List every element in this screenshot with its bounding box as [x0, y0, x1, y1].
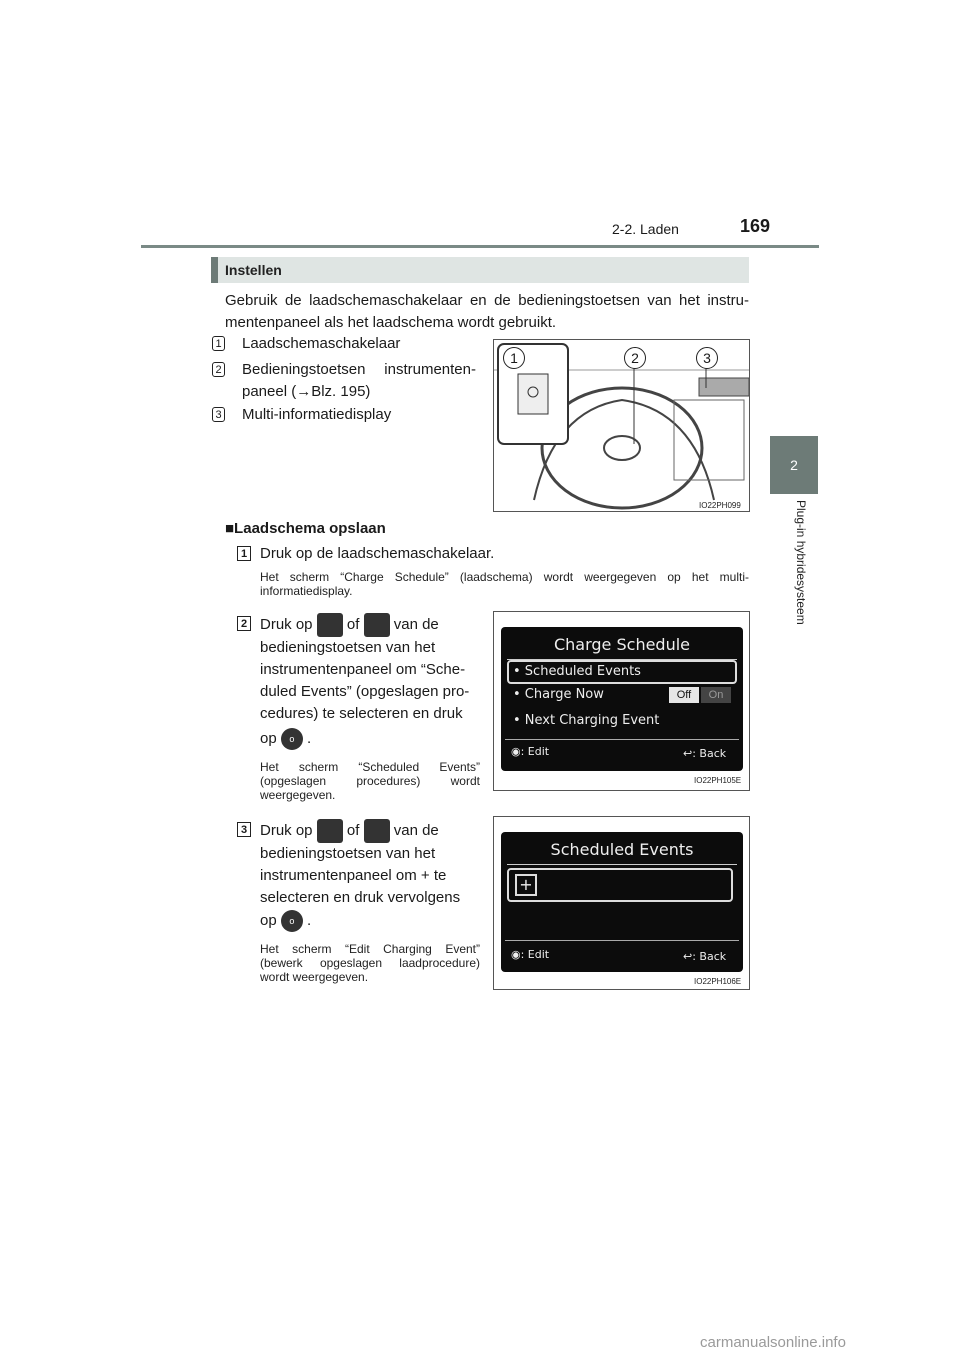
- up-key-icon: [317, 819, 343, 843]
- part-number: 2: [212, 362, 225, 377]
- watermark: carmanualsonline.info: [700, 1334, 846, 1351]
- screen-divider: [505, 739, 739, 740]
- chapter-title: Plug-in hybridesysteem: [794, 500, 808, 625]
- back-label: : Back: [692, 747, 727, 760]
- figure-code: IO22PH105E: [694, 776, 742, 785]
- up-key-icon: [317, 613, 343, 637]
- part-number: 3: [212, 407, 225, 422]
- figure-code: IO22PH099: [699, 501, 741, 510]
- scheduled-events-screen: [501, 832, 743, 972]
- screen-divider: [507, 864, 737, 865]
- section-title: Instellen: [225, 262, 282, 278]
- menu-item-charge-now[interactable]: • Charge Now: [513, 687, 604, 702]
- section-bar: [211, 257, 749, 283]
- screen-title: Scheduled Events: [550, 840, 694, 859]
- step-text-block: op o .: [260, 910, 311, 932]
- toggle-on[interactable]: On: [701, 687, 731, 703]
- part-label: Multi-informatiedisplay: [242, 406, 392, 423]
- back-label: : Back: [692, 950, 727, 963]
- intro-paragraph: Gebruik de laadschemaschakelaar en de bedieningstoetsen van het instru-mentenpaneel als het laadschema wordt gebruikt.: [225, 292, 749, 331]
- back-hint: ↩: Back: [683, 950, 727, 963]
- menu-item-next-charging-event[interactable]: • Next Charging Event: [513, 713, 660, 728]
- callout-2: 2: [624, 347, 646, 369]
- step-text: op: [260, 730, 277, 747]
- edit-hint: ◉: Edit: [511, 745, 550, 758]
- step-text: van de bedieningstoetsen van het instrumentenpaneel om + te selecteren en druk vervolgens: [260, 821, 461, 906]
- screen-divider: [505, 940, 739, 941]
- edit-label: : Edit: [520, 948, 550, 961]
- callout-1: 1: [503, 347, 525, 369]
- toggle-off[interactable]: Off: [669, 687, 699, 703]
- step-number: 1: [237, 546, 251, 561]
- step-text-block: op o .: [260, 728, 311, 750]
- down-key-icon: [364, 613, 390, 637]
- step-note: Het scherm “Charge Schedule” (laadschema) wordt weergegeven op het multi-informatiedisplay.: [260, 570, 749, 598]
- add-event-row[interactable]: [507, 868, 733, 902]
- part-number: 1: [212, 336, 225, 351]
- step-text: Druk op: [260, 821, 313, 839]
- ok-button-icon: o: [281, 910, 303, 932]
- subsection-title: ■Laadschema opslaan: [225, 520, 386, 537]
- edit-hint: ◉: Edit: [511, 948, 550, 961]
- step-text: Druk op de laadschemaschakelaar.: [260, 545, 495, 562]
- chapter-number: 2: [790, 457, 798, 473]
- ok-button-icon: o: [281, 728, 303, 750]
- figure-code: IO22PH106E: [694, 977, 742, 986]
- step-text: van de bedieningstoetsen van het instrumentenpaneel om “Sche-duled Events” (opgeslagen pro-cedures) te selecteren en druk: [260, 615, 470, 722]
- step-number: 3: [237, 822, 251, 837]
- down-key-icon: [364, 819, 390, 843]
- edit-label: : Edit: [520, 745, 550, 758]
- step-text: of: [346, 821, 360, 839]
- chapter-tab: [770, 436, 818, 494]
- step-text-block: [260, 819, 480, 909]
- step-note: Het scherm “Scheduled Events” (opgeslagen procedures) wordt weergegeven.: [260, 760, 480, 802]
- add-icon[interactable]: +: [515, 874, 537, 896]
- step-text: op: [260, 912, 277, 929]
- scheduled-events-figure: [493, 816, 750, 990]
- part-label: Laadschemaschakelaar: [242, 335, 401, 352]
- header-section: 2-2. Laden: [612, 221, 679, 237]
- back-hint: ↩: Back: [683, 747, 727, 760]
- step-note: Het scherm “Edit Charging Event” (bewerk opgeslagen laadprocedure) wordt weergegeven.: [260, 942, 480, 984]
- charge-schedule-figure: [493, 611, 750, 791]
- callout-3: 3: [696, 347, 718, 369]
- part-label: Bedieningstoetsen instrumenten-paneel (→Blz. 195): [242, 361, 476, 400]
- step-text-block: [260, 613, 480, 725]
- charge-schedule-screen: [501, 627, 743, 771]
- step-text: Druk op: [260, 615, 313, 633]
- step-number: 2: [237, 616, 251, 631]
- dashboard-figure: [493, 339, 750, 512]
- menu-item-scheduled-events[interactable]: • Scheduled Events: [507, 660, 737, 684]
- page-number: 169: [740, 216, 771, 236]
- screen-title: Charge Schedule: [553, 635, 691, 654]
- header-divider: [141, 245, 819, 248]
- step-text: of: [346, 615, 360, 633]
